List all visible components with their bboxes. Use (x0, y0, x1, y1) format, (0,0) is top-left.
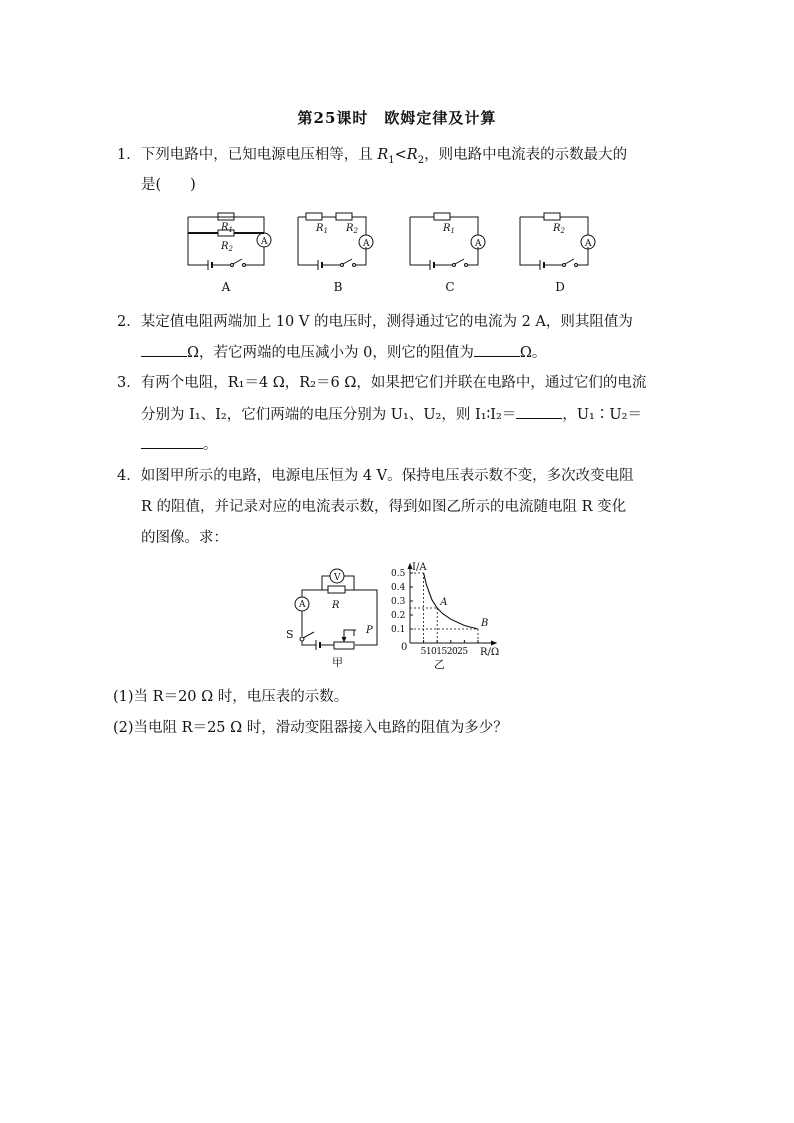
q2-line1: 2．某定值电阻两端加上 10 V 的电压时，测得通过它的电流为 2 A，则其阻值为 (117, 314, 633, 330)
q1-text-b: ，则电路中电流表的示数最大的 (424, 147, 628, 163)
y-tick-label: 0.4 (391, 583, 406, 593)
r1-sub: 1 (388, 154, 395, 166)
label-r2: $R_2$ (346, 223, 358, 235)
q4-sub2: (2)当电阻 R＝25 Ω 时，滑动变阻器接入电路的阻值为多少？ (113, 720, 508, 736)
y-tick-label: 0.2 (391, 611, 406, 621)
y-tick-label: 0.5 (391, 569, 406, 579)
label-r2: $R_2$ (553, 223, 565, 235)
q4-line3: 的图像。求： (141, 530, 228, 546)
q2-blank-1[interactable] (141, 342, 187, 357)
q2-line2 (141, 342, 546, 363)
x-axis-label: R/Ω (480, 647, 500, 658)
circuit-d (520, 213, 595, 270)
ammeter-label: A (261, 237, 268, 247)
label-r2: $R_2$ (221, 241, 233, 253)
option-d-label: D (555, 280, 565, 294)
q3-text-end: 。 (203, 437, 218, 453)
point-label-b: B (481, 618, 489, 629)
q4-chart (390, 560, 520, 672)
option-c-label: C (445, 280, 455, 294)
r2-sub: 2 (417, 154, 425, 166)
q3-line3 (141, 434, 218, 455)
resistor-r (328, 586, 345, 593)
label-r1: $R_1$ (443, 223, 455, 235)
resistor-r1 (306, 213, 322, 220)
circuit-a (188, 213, 271, 270)
ammeter-label: A (585, 239, 592, 249)
rheostat-icon (334, 642, 354, 649)
label-r1: $R_1$ (221, 222, 233, 234)
switch-label: S (286, 628, 294, 641)
q3-blank-2[interactable] (141, 434, 203, 449)
q3-text-b: ，U₁∶U₂＝ (562, 407, 642, 423)
voltmeter-label: V (334, 573, 341, 583)
q1-circuits-figure (180, 205, 620, 295)
r1-symbol: R (377, 147, 389, 163)
series-curve (424, 573, 478, 629)
resistor-r2 (544, 213, 560, 220)
ammeter-label: A (299, 600, 306, 610)
x-tick-labels: 510152025 (420, 647, 468, 657)
fig-yi-label: 乙 (434, 658, 445, 671)
q1-text-a: 1．下列电路中，已知电源电压相等，且 (117, 147, 378, 163)
q2-text-b: Ω。 (519, 345, 547, 361)
q2-text-a: Ω，若它两端的电压减小为 0，则它的阻值为 (187, 345, 474, 361)
q3-text-a: 分别为 I₁、I₂，它们两端的电压分别为 U₁、U₂，则 I₁∶I₂＝ (141, 407, 517, 423)
option-a-label: A (221, 280, 231, 294)
resistor-r2 (336, 213, 352, 220)
q4-sub1: (1)当 R＝20 Ω 时，电压表的示数。 (113, 689, 349, 705)
point-label-a: A (440, 597, 448, 608)
ammeter-label: A (363, 239, 370, 249)
q3-line1: 3．有两个电阻，R₁＝4 Ω，R₂＝6 Ω，如果把它们并联在电路中，通过它们的电流 (117, 375, 647, 391)
r2-symbol: R (406, 147, 418, 163)
circuit-b (298, 213, 373, 270)
q4-line1: 4．如图甲所示的电路，电源电压恒为 4 V。保持电压表示数不变，多次改变电阻 (117, 468, 634, 484)
y-tick-label: 0.3 (391, 597, 406, 607)
ammeter-label: A (475, 239, 482, 249)
q4-line2: R 的阻值，并记录对应的电流表示数，得到如图乙所示的电流随电阻 R 变化 (141, 499, 627, 515)
q3-line2 (141, 404, 642, 425)
resistor-label: R (332, 600, 340, 611)
circuit-c (410, 213, 485, 270)
fig-jia-label: 甲 (332, 656, 343, 669)
q1-line1 (117, 145, 627, 171)
x-axis-arrow (491, 641, 496, 645)
y-tick-label: 0.1 (391, 625, 406, 635)
q3-blank-1[interactable] (516, 404, 562, 419)
y-axis-label: I/A (412, 562, 427, 573)
less-than: < (394, 147, 407, 163)
page-title: 第25课时 欧姆定律及计算 (297, 109, 497, 127)
q4-circuit-figure (280, 562, 390, 670)
slider-label: P (366, 625, 373, 636)
label-r1: $R_1$ (316, 223, 328, 235)
resistor-r1 (434, 213, 450, 220)
q1-line2: 是( ) (141, 177, 196, 193)
switch-blade (303, 632, 314, 638)
origin-label: 0 (401, 642, 408, 653)
q2-blank-2[interactable] (474, 342, 520, 357)
option-b-label: B (333, 280, 343, 294)
